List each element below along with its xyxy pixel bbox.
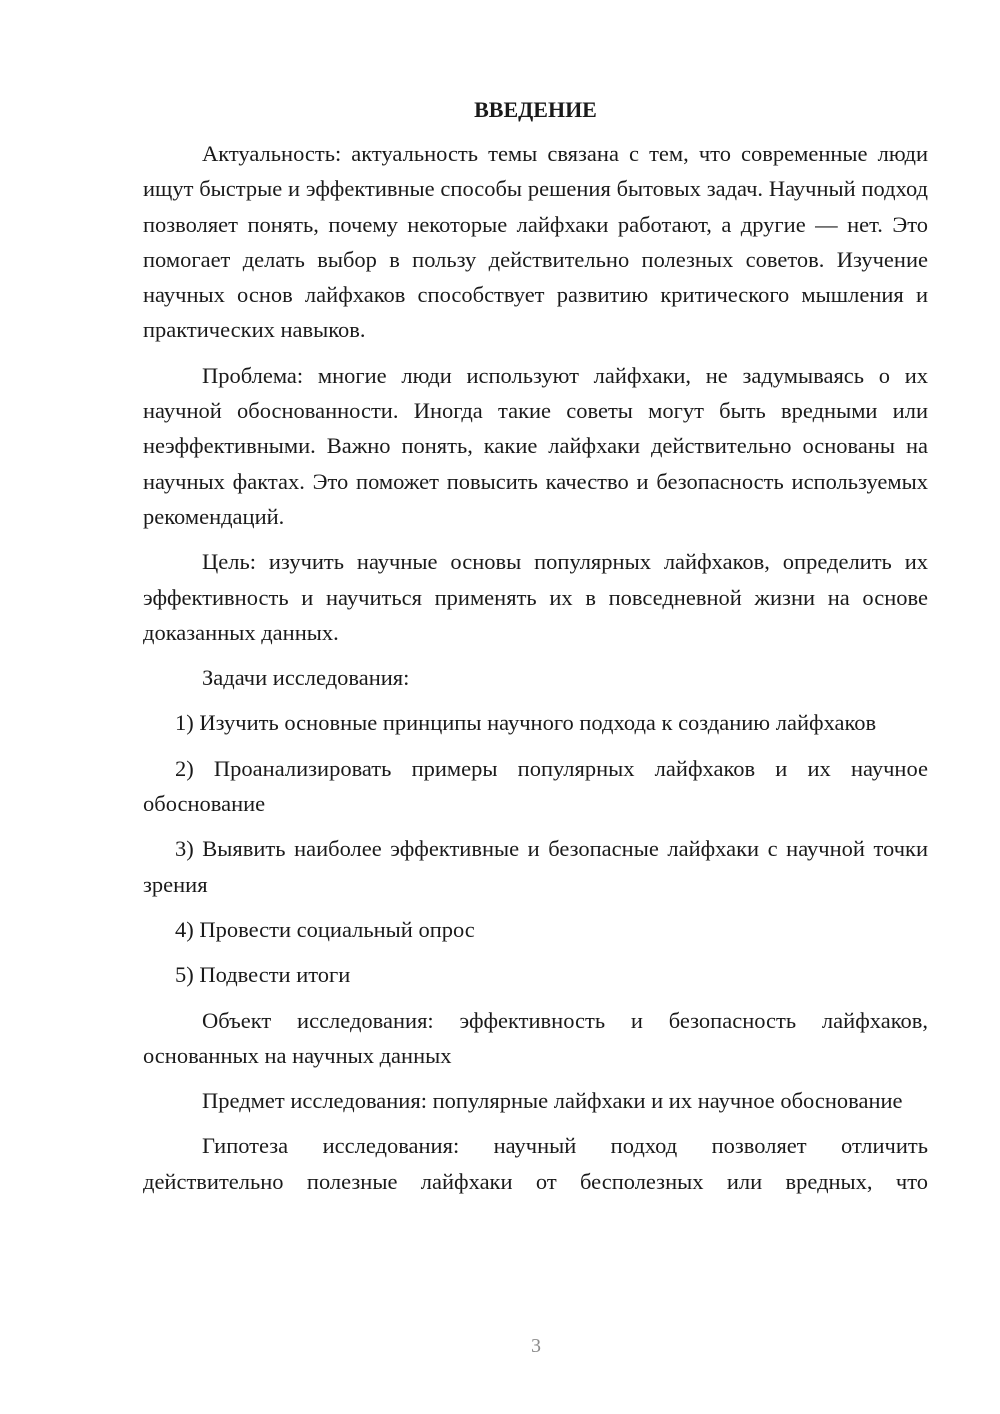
paragraph-problem: Проблема: многие люди используют лайфхаки, не задумываясь о их научной обоснованности. Иногда такие советы могут быть вредными или неэффективными. Важно понять, какие лайфхаки действительно основаны на научных фактах. Это поможет повысить качество и безопасность используемых рекомендаций.	[143, 362, 928, 529]
task-item-2: 2) Проанализировать примеры популярных лайфхаков и их научное обоснование	[143, 755, 928, 817]
paragraph-relevance: Актуальность: актуальность темы связана с тем, что современные люди ищут быстрые и эффективные способы решения бытовых задач. Научный подход позволяет понять, почему некоторые лайфхаки работают, а другие — нет. Это помогает делать выбор в пользу действительно полезных советов. Изучение научных основ лайфхаков способствует развитию критического мышления и практических навыков.	[143, 141, 928, 343]
page-title: ВВЕДЕНИЕ	[474, 97, 597, 122]
page-body	[143, 94, 928, 1209]
paragraph-goal: Цель: изучить научные основы популярных лайфхаков, определить их эффективность и научиться применять их в повседневной жизни на основе доказанных данных.	[143, 549, 928, 645]
paragraph-subject: Предмет исследования: популярные лайфхаки и их научное обоснование	[202, 1088, 903, 1114]
tasks-heading: Задачи исследования:	[202, 665, 410, 691]
paragraph-object: Объект исследования: эффективность и безопасность лайфхаков, основанных на научных данных	[143, 1007, 928, 1068]
task-item-4: 4) Провести социальный опрос	[175, 916, 475, 942]
page-number: 3	[531, 1335, 541, 1357]
task-item-1: 1) Изучить основные принципы научного подхода к созданию лайфхаков	[175, 710, 877, 736]
task-item-5: 5) Подвести итоги	[175, 962, 351, 988]
task-item-3: 3) Выявить наиболее эффективные и безопасные лайфхаки с научной точки зрения	[143, 836, 928, 897]
paragraph-hypothesis: Гипотеза исследования: научный подход позволяет отличить действительно полезные лайфхаки от бесполезных или вредных, что	[143, 1133, 928, 1194]
